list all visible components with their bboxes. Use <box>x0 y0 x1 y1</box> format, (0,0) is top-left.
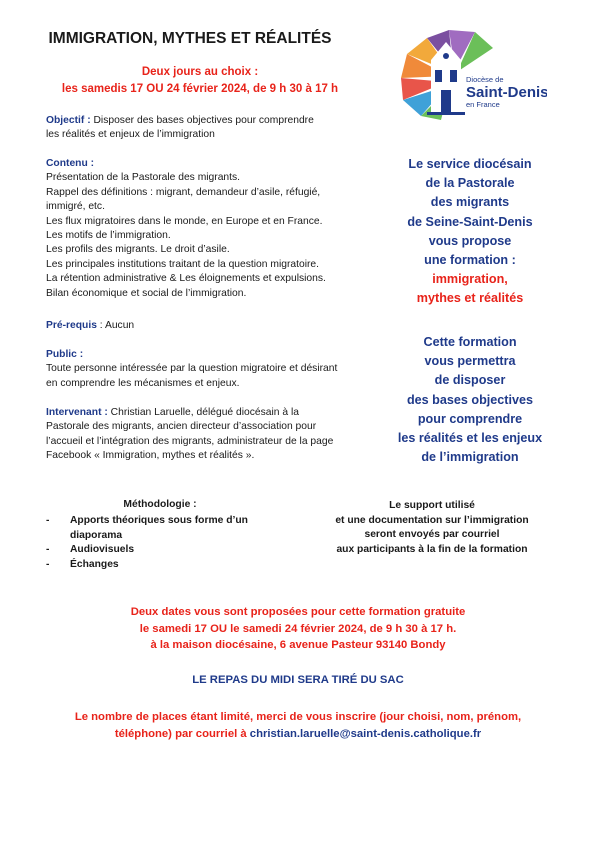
methodologie-item-text: Audiovisuels <box>70 544 135 555</box>
public-line1: Toute personne intéressée par la question migratoire et désirant <box>46 363 338 375</box>
list-dash: - <box>46 544 50 555</box>
contenu-line: Les motifs de l’immigration. <box>46 230 171 242</box>
right-column-promo <box>380 155 560 309</box>
dates-section <box>40 604 556 654</box>
intervenant-line4: Facebook « Immigration, mythes et réalités ». <box>46 450 255 462</box>
contenu-line: Les principales institutions traitant de la question migratoire. <box>46 258 320 270</box>
objectif-line2: les réalités et enjeux de l’immigration <box>46 129 215 141</box>
support-line: aux participants à la fin de la formation <box>336 543 528 555</box>
public-section <box>46 348 366 391</box>
promo-line: vous propose <box>428 233 512 248</box>
methodologie-item-text: Apports théoriques sous forme d’un <box>70 515 248 526</box>
dates-line: Deux dates vous sont proposées pour cette formation gratuite <box>130 606 466 618</box>
contact-email-link[interactable]: christian.laruelle@saint-denis.catholique.fr <box>249 728 482 740</box>
lunch-notice: LE REPAS DU MIDI SERA TIRÉ DU SAC <box>192 674 404 686</box>
prerequis-section <box>46 319 366 333</box>
objectif-section <box>46 114 366 143</box>
methodologie-item <box>46 514 286 543</box>
logo-line1: Diocèse de <box>466 75 504 84</box>
intervenant-section <box>46 406 376 464</box>
prerequis-label: Pré-requis <box>46 320 97 331</box>
goal-line: de l’immigration <box>421 450 519 465</box>
days-choice-dates: les samedis 17 OU 24 février 2024, de 9 h 30 à 17 h <box>61 83 339 95</box>
methodologie-item-text: Échanges <box>70 558 119 570</box>
methodologie-list <box>46 514 286 572</box>
contenu-line: Les profils des migrants. Le droit d’asile. <box>46 244 230 256</box>
intervenant-text: Christian Laruelle, délégué diocésain à la <box>107 407 299 418</box>
goal-line: Cette formation <box>423 335 517 349</box>
registration-line2 <box>40 726 556 743</box>
logo-line2: Saint-Denis <box>466 84 547 101</box>
objectif-label: Objectif : <box>46 115 91 126</box>
dates-line: le samedi 17 OU le samedi 24 février 2024, de 9 h 30 à 17 h. <box>139 622 457 635</box>
promo-line: de Seine-Saint-Denis <box>407 214 533 229</box>
dates-line: à la maison diocésaine, 6 avenue Pasteur 93140 Bondy <box>150 639 446 651</box>
goal-line: les réalités et les enjeux <box>397 431 543 446</box>
diocese-logo-graphic <box>397 30 547 120</box>
methodologie-item <box>46 558 286 573</box>
promo-line: Le service diocésain <box>408 157 532 171</box>
support-line: seront envoyés par courriel <box>364 529 500 540</box>
promo-line: de la Pastorale <box>425 176 515 191</box>
registration-prefix: téléphone) par courriel à <box>114 728 250 740</box>
registration-section <box>40 709 556 743</box>
contenu-line: Bilan économique et social de l’immigration. <box>46 287 247 299</box>
contenu-line: Rappel des définitions : migrant, demandeur d’asile, réfugié, <box>46 186 321 198</box>
promo-highlight: mythes et réalités <box>416 291 524 306</box>
goal-line: pour comprendre <box>417 411 523 426</box>
support-section <box>312 499 552 557</box>
logo-line3: en France <box>466 100 500 109</box>
public-line2: en comprendre les mécanismes et enjeux. <box>46 377 240 389</box>
page-title: IMMIGRATION, MYTHES ET RÉALITÉS <box>48 30 332 47</box>
diocese-logo <box>397 30 547 120</box>
methodologie-title: Méthodologie : <box>123 499 197 510</box>
contenu-line: La rétention administrative & Les éloignements et expulsions. <box>46 273 326 285</box>
contenu-line: Les flux migratoires dans le monde, en Europe et en France. <box>46 215 323 227</box>
methodologie-item <box>46 543 286 558</box>
public-label: Public : <box>46 349 84 360</box>
promo-line: une formation : <box>424 253 516 268</box>
goal-line: des bases objectives <box>406 392 533 407</box>
methodologie-item-text: diaporama <box>70 529 123 541</box>
intervenant-line1 <box>46 406 376 420</box>
prerequis-text: : Aucun <box>96 320 135 331</box>
goal-line: vous permettra <box>424 354 516 369</box>
registration-line1: Le nombre de places étant limité, merci de vous inscrire (jour choisi, nom, prénom, <box>74 711 522 723</box>
intervenant-line3: l’accueil et l’intégration des migrants, administrateur de la page <box>46 435 334 447</box>
intervenant-label: Intervenant : <box>46 407 108 418</box>
objectif-text: Disposer des bases objectives pour comprendre <box>90 115 314 126</box>
promo-line: des migrants <box>430 195 510 210</box>
objectif-line1 <box>46 114 366 128</box>
contenu-line: Présentation de la Pastorale des migrants. <box>46 172 241 184</box>
contenu-line: immigré, etc. <box>46 201 105 213</box>
list-dash: - <box>46 558 50 570</box>
support-line: et une documentation sur l’immigration <box>335 514 529 526</box>
contenu-section <box>46 157 366 301</box>
goal-line: de disposer <box>434 373 506 388</box>
days-choice-heading: Deux jours au choix : <box>141 66 259 78</box>
promo-highlight: immigration, <box>432 272 508 287</box>
list-dash: - <box>46 515 50 526</box>
support-line: Le support utilisé <box>389 500 475 511</box>
right-column-goal <box>380 333 560 467</box>
contenu-label: Contenu : <box>46 158 95 169</box>
intervenant-line2: Pastorale des migrants, ancien directeur d’association pour <box>46 421 317 433</box>
